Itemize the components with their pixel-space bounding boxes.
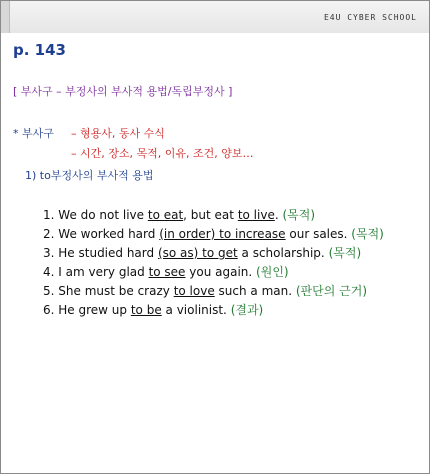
sentence-mid: our sales. [285,227,348,241]
sentence-pre: She must be crazy [58,284,174,298]
sentence-number: 2. [43,227,55,241]
sentence-tag: (판단의 근거) [295,284,368,298]
sentence-number: 3. [43,246,55,260]
bullet-line-meanings: – 시간, 장소, 목적, 이유, 조건, 양보… [71,147,254,160]
sentence-pre: He grew up [58,303,131,317]
school-name: E4U CYBER SCHOOL [323,13,417,22]
sentence-pre: We do not live [58,208,148,222]
sentence-underlined: to see [148,265,186,279]
sentence-item [43,244,384,263]
sentence-underlined-2: to live [237,208,275,222]
header-divider [9,1,10,33]
sentence-mid: , but eat [183,208,238,222]
page-title: p. 143 [13,41,66,59]
sentence-post: . [274,208,279,222]
sentence-item [43,301,384,320]
sentence-tag: (목적) [328,246,362,260]
sentence-mid: you again. [185,265,253,279]
sentence-item [43,282,384,301]
sentence-tag: (결과) [230,303,264,317]
sentence-underlined: to love [173,284,215,298]
bullet-line-modifies: – 형용사, 동사 수식 [71,127,165,140]
sentence-mid: a violinist. [161,303,227,317]
sentence-item [43,225,384,244]
bullet-label: * 부사구 [13,127,54,140]
sentence-underlined: to eat [147,208,184,222]
header-bar [1,1,429,33]
sentence-pre: We worked hard [58,227,160,241]
sentence-item [43,263,384,282]
sentence-number: 6. [43,303,55,317]
sentence-mid: a scholarship. [237,246,325,260]
sentence-underlined: (so as) to get [157,246,238,260]
example-sentences [43,206,384,320]
sentence-tag: (원인) [256,265,289,279]
sentence-number: 4. [43,265,55,279]
sentence-item [43,206,384,225]
sentence-number: 1. [43,208,55,222]
topic-title: 1) to부정사의 부사적 용법 [25,169,154,182]
sentence-number: 5. [43,284,55,298]
sentence-tag: (목적) [351,227,384,241]
sentence-pre: I am very glad [58,265,149,279]
sentence-underlined: (in order) to increase [159,227,286,241]
section-title: [ 부사구 – 부정사의 부사적 용법/독립부정사 ] [13,85,233,98]
sentence-tag: (목적) [282,208,316,222]
sentence-mid: such a man. [214,284,293,298]
header-corner-block [1,1,9,33]
sentence-pre: He studied hard [58,246,158,260]
sentence-underlined: to be [130,303,162,317]
